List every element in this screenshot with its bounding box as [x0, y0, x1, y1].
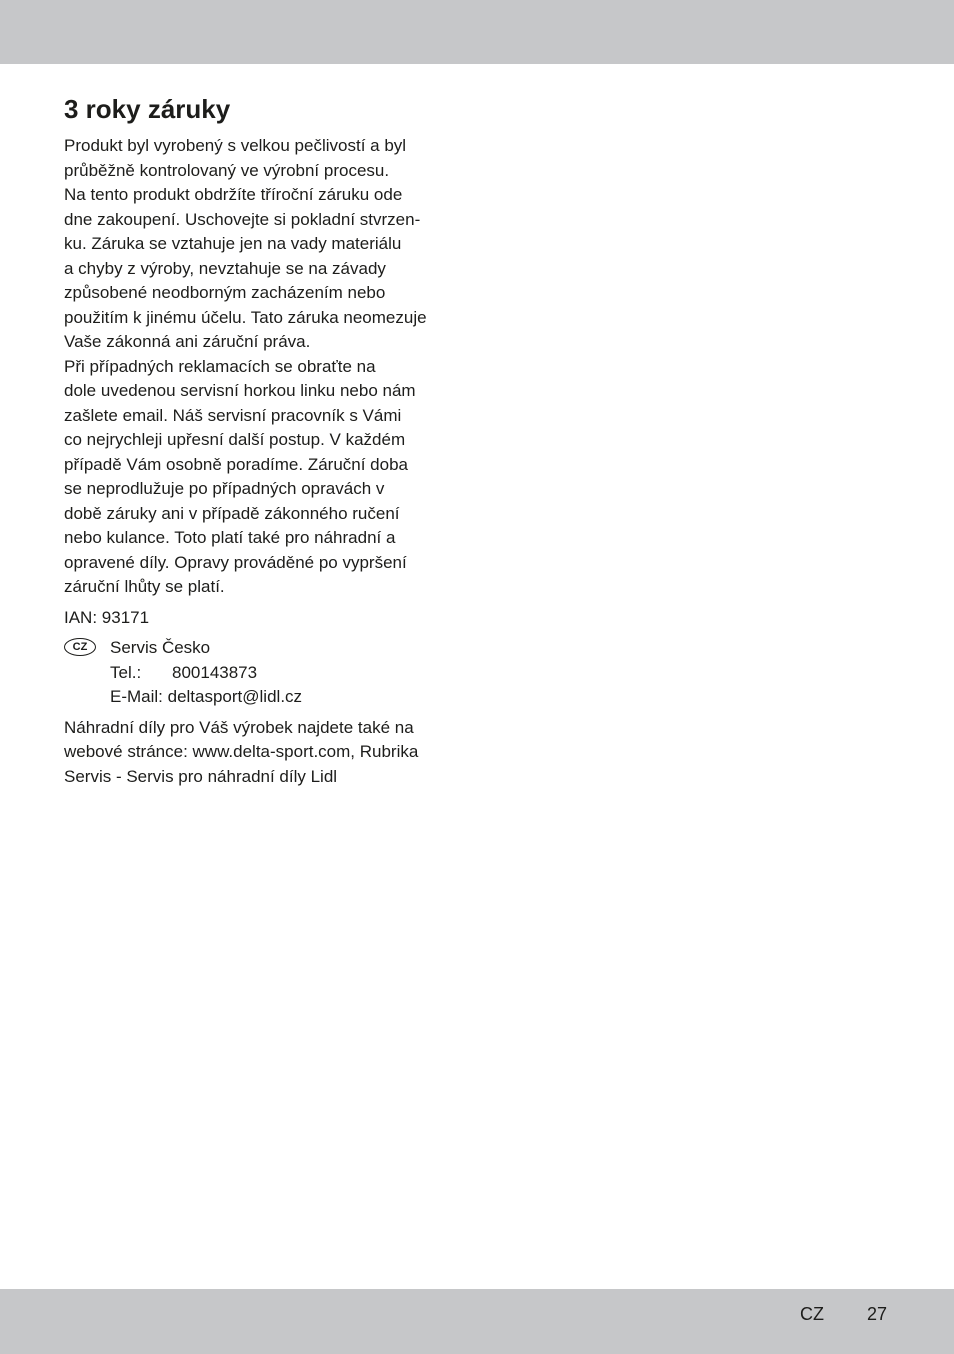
- service-tel: [110, 661, 464, 686]
- header-bar: [0, 0, 954, 64]
- page-number: 27: [867, 1304, 888, 1324]
- spare-parts-paragraph: Náhradní díly pro Váš výrobek najdete také na webové stránce: www.delta-sport.com, Rubrika Servis - Servis pro náhradní díly Lidl: [64, 717, 419, 786]
- country-cz-icon: CZ: [64, 638, 96, 656]
- tel-number: 800143873: [172, 662, 258, 682]
- footer-language: CZ: [800, 1304, 824, 1324]
- ian-number: IAN: 93171: [64, 607, 150, 627]
- service-email: E-Mail: deltasport@lidl.cz: [110, 687, 303, 706]
- tel-label: Tel.:: [110, 662, 142, 682]
- warranty-paragraph-2: Při případných reklamacích se obraťte na dole uvedenou servisní horkou linku nebo nám zašlete email. Náš servisní pracovník s Vámi co nejrychleji upřesní další postup. V každém případě Vám osobně poradíme. Záruční doba se neprodlužuje po případných opravách v době záruky ani v případě zákonného ručení nebo kulance. Toto platí také pro náhradní a opravené díly. Opravy prováděné po vypršení záruční lhůty se platí.: [64, 356, 416, 596]
- service-name: Servis Česko: [110, 638, 211, 657]
- warranty-paragraph-1: Produkt byl vyrobený s velkou pečlivostí a byl průběžně kontrolovaný ve výrobní procesu. Na tento produkt obdržíte tříroční záruku ode dne zakoupení. Uschovejte si pokladní stvrzen- ku. Záruka se vztahuje jen na vady materiálu a chyby z výroby, nevztahuje se na závady způsobené neodborným zacházením nebo použitím k jinému účelu. Tato záruka neomezuje Vaše zákonná ani záruční práva.: [64, 136, 427, 351]
- section-title: 3 roky záruky: [64, 94, 231, 124]
- service-contact: [64, 636, 464, 710]
- warranty-section: [64, 92, 464, 789]
